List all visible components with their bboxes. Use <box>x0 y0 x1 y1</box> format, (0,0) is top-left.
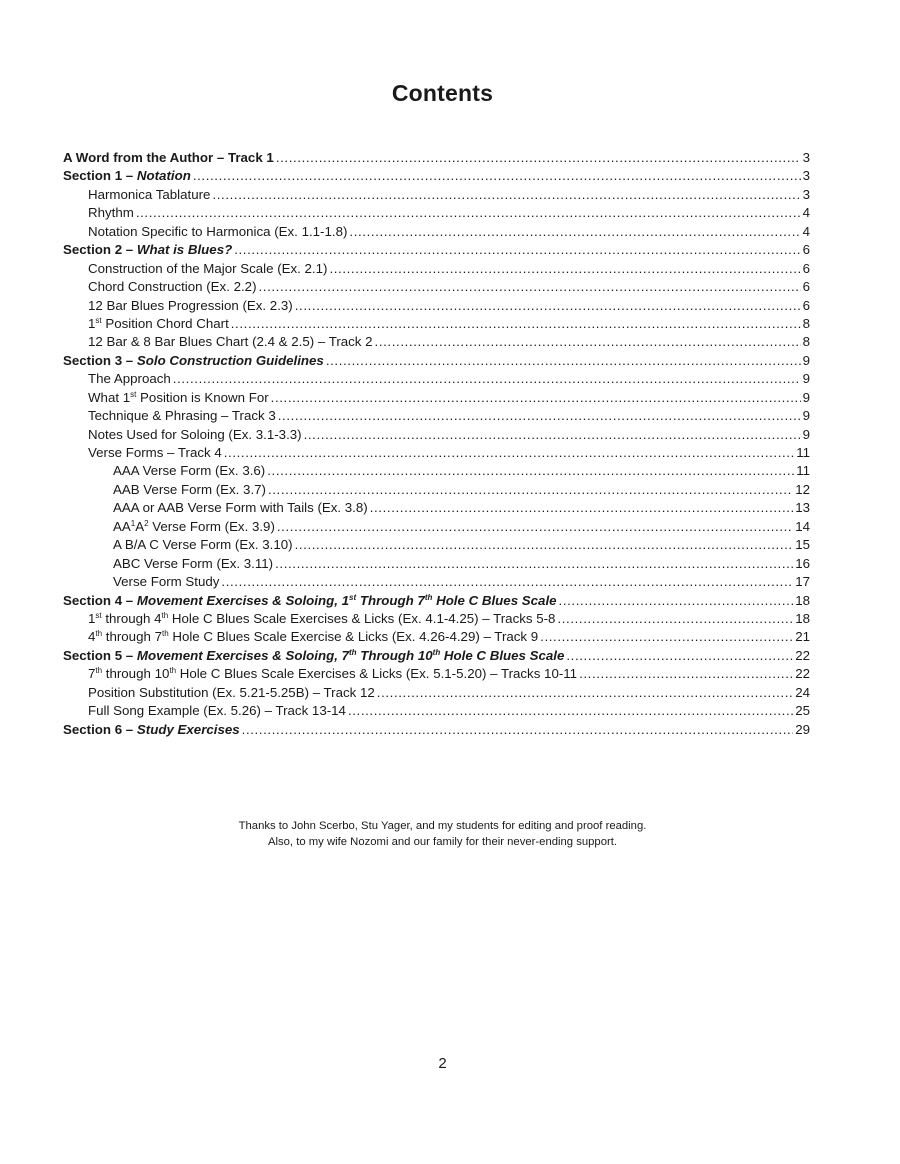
dot-leader <box>242 721 794 739</box>
toc-entry-title: A B/A C Verse Form (Ex. 3.10) <box>113 537 293 553</box>
toc-page-number: 3 <box>802 186 810 202</box>
toc-entry-title: Section 1 – Notation <box>63 168 191 184</box>
dot-leader <box>268 481 793 499</box>
toc-section-entry <box>63 352 810 370</box>
toc-page-number: 24 <box>795 684 810 700</box>
toc-entry-title: 12 Bar & 8 Bar Blues Chart (2.4 & 2.5) – Track 2 <box>88 334 373 350</box>
toc-entry-title: Verse Forms – Track 4 <box>88 445 222 460</box>
toc-entry <box>63 389 810 407</box>
toc-entry-title: 12 Bar Blues Progression (Ex. 2.3) <box>88 297 293 313</box>
toc-page-number: 22 <box>795 666 810 682</box>
toc-entry-title: Section 5 – Movement Exercises & Soloing, 7th Through 10th Hole C Blues Scale <box>63 647 565 663</box>
dot-leader <box>559 592 794 610</box>
dot-leader <box>224 444 794 462</box>
toc-page-number: 9 <box>802 408 810 424</box>
toc-entry-title: 1st through 4th Hole C Blues Scale Exercises & Licks (Ex. 4.1-4.25) – Tracks 5-8 <box>88 610 556 626</box>
toc-page-number: 3 <box>802 150 810 165</box>
dot-leader <box>375 333 801 351</box>
dot-leader <box>540 628 793 646</box>
toc-page-number: 17 <box>795 574 810 590</box>
toc-entry-title: AAA Verse Form (Ex. 3.6) <box>113 463 266 479</box>
toc-section-entry <box>63 647 810 665</box>
toc-entry <box>63 278 810 296</box>
toc-page-number: 22 <box>795 647 810 663</box>
toc-page-number: 6 <box>802 297 810 313</box>
dot-leader <box>278 407 801 425</box>
toc-entry-title: Section 2 – What is Blues? <box>63 242 233 258</box>
toc-page-number: 12 <box>795 481 810 497</box>
toc-page-number: 6 <box>802 260 810 276</box>
toc-entry-title: 4th through 7th Hole C Blues Scale Exercise & Licks (Ex. 4.26-4.29) – Track 9 <box>88 629 539 645</box>
toc-page-number: 11 <box>796 445 810 460</box>
toc-entry-title: ABC Verse Form (Ex. 3.11) <box>113 555 274 571</box>
toc-section-entry <box>63 721 810 739</box>
dot-leader <box>231 315 801 333</box>
page-title: Contents <box>391 80 494 106</box>
dot-leader <box>377 684 793 702</box>
toc-entry-title: AAB Verse Form (Ex. 3.7) <box>113 481 266 497</box>
toc-entry <box>63 610 810 628</box>
acknowledgement-line-1: Thanks to John Scerbo, Stu Yager, and my students for editing and proof reading. <box>238 820 647 832</box>
dot-leader <box>295 297 801 315</box>
toc-entry <box>63 333 810 351</box>
dot-leader <box>566 647 793 665</box>
toc-entry <box>63 223 810 241</box>
toc-entry-title: Section 6 – Study Exercises <box>63 721 240 737</box>
toc-entry <box>63 186 810 204</box>
toc-entry <box>63 481 810 499</box>
toc-entry-title: Notation Specific to Harmonica (Ex. 1.1-1.8) <box>88 223 348 239</box>
toc-page-number: 9 <box>802 352 810 368</box>
toc-entry <box>63 518 810 536</box>
toc-entry-title: Full Song Example (Ex. 5.26) – Track 13-14 <box>88 703 346 719</box>
dot-leader <box>276 149 801 167</box>
toc-entry-title: Section 4 – Movement Exercises & Soloing, 1st Through 7th Hole C Blues Scale <box>63 592 557 608</box>
toc-entry-title: Technique & Phrasing – Track 3 <box>88 408 276 424</box>
toc-entry <box>63 407 810 425</box>
toc-entry <box>63 499 810 517</box>
acknowledgement-line-2: Also, to my wife Nozomi and our family for their never-ending support. <box>267 836 618 848</box>
toc-entry-title: Chord Construction (Ex. 2.2) <box>88 279 257 295</box>
toc-page-number: 4 <box>802 223 810 239</box>
toc-page-number: 29 <box>795 721 810 737</box>
toc-entry-title: Section 3 – Solo Construction Guidelines <box>63 352 324 368</box>
page-number: 2 <box>438 1055 447 1072</box>
toc-section-entry <box>63 149 810 167</box>
toc-page-number: 21 <box>795 629 810 645</box>
toc-page-number: 3 <box>802 168 810 184</box>
toc-entry <box>63 573 810 591</box>
toc-entry-title: A Word from the Author – Track 1 <box>63 150 274 165</box>
toc-entry <box>63 260 810 278</box>
acknowledgement <box>0 818 885 850</box>
toc-entry <box>63 444 810 462</box>
toc-section-entry <box>63 167 810 185</box>
dot-leader <box>267 462 794 480</box>
toc-page-number: 11 <box>796 463 810 479</box>
toc-entry-title: Harmonica Tablature <box>88 186 211 202</box>
toc-page-number: 9 <box>802 389 810 405</box>
toc-entry-title: AAA or AAB Verse Form with Tails (Ex. 3.8) <box>113 500 368 516</box>
toc-entry-title: $AA^1A^2$ Verse Form (Ex. 3.9) <box>113 518 275 534</box>
toc-entry <box>63 315 810 333</box>
dot-leader <box>193 167 801 185</box>
toc-entry-title: Verse Form Study <box>113 574 220 590</box>
toc-page-number: 8 <box>802 334 810 350</box>
dot-leader <box>329 260 800 278</box>
toc-page-number: 4 <box>802 205 810 221</box>
toc-page-number: 25 <box>795 703 810 719</box>
dot-leader <box>557 610 793 628</box>
toc-entry <box>63 462 810 480</box>
dot-leader <box>234 241 800 259</box>
toc-entry <box>63 297 810 315</box>
toc-page-number: 9 <box>802 426 810 442</box>
dot-leader <box>370 499 793 517</box>
toc-entry <box>63 426 810 444</box>
toc-entry-title: Rhythm <box>88 205 134 221</box>
toc-page-number: 18 <box>795 592 810 608</box>
toc-entry <box>63 628 810 646</box>
dot-leader <box>221 573 793 591</box>
toc-entry <box>63 555 810 573</box>
toc-page-number: 6 <box>802 242 810 258</box>
toc-entry <box>63 370 810 388</box>
toc-entry-title: Construction of the Major Scale (Ex. 2.1) <box>88 260 328 276</box>
toc-entry-title: Position Substitution (Ex. 5.21-5.25B) – Track 12 <box>88 684 375 700</box>
toc-page-number: 13 <box>795 500 810 516</box>
toc-section-entry <box>63 241 810 259</box>
toc-page-number: 14 <box>795 518 810 534</box>
toc-page-number: 9 <box>802 371 810 387</box>
toc-entry-title: What 1st Position is Known For <box>88 389 269 405</box>
toc-entry <box>63 204 810 222</box>
toc-entry <box>63 684 810 702</box>
toc-entry-title: 1st Position Chord Chart <box>88 315 229 331</box>
dot-leader <box>275 555 793 573</box>
toc-entry-title: The Approach <box>88 371 171 387</box>
dot-leader <box>271 389 801 407</box>
dot-leader <box>349 223 800 241</box>
toc-entry <box>63 536 810 554</box>
toc-page-number: 6 <box>802 279 810 295</box>
toc-section-entry <box>63 592 810 610</box>
dot-leader <box>173 370 801 388</box>
toc-page-number: 16 <box>795 555 810 571</box>
toc-page-number: 15 <box>795 537 810 553</box>
dot-leader <box>295 536 794 554</box>
dot-leader <box>326 352 801 370</box>
toc-entry <box>63 665 810 683</box>
dot-leader <box>277 518 793 536</box>
dot-leader <box>579 665 793 683</box>
dot-leader <box>304 426 801 444</box>
toc-entry-title: 7th through 10th Hole C Blues Scale Exercises & Licks (Ex. 5.1-5.20) – Tracks 10-11 <box>88 666 578 682</box>
table-of-contents <box>63 149 810 739</box>
dot-leader <box>259 278 801 296</box>
dot-leader <box>348 702 793 720</box>
dot-leader <box>212 186 800 204</box>
toc-page-number: 8 <box>802 315 810 331</box>
toc-entry <box>63 702 810 720</box>
toc-entry-title: Notes Used for Soloing (Ex. 3.1-3.3) <box>88 426 302 442</box>
toc-page-number: 18 <box>795 610 810 626</box>
dot-leader <box>136 204 801 222</box>
